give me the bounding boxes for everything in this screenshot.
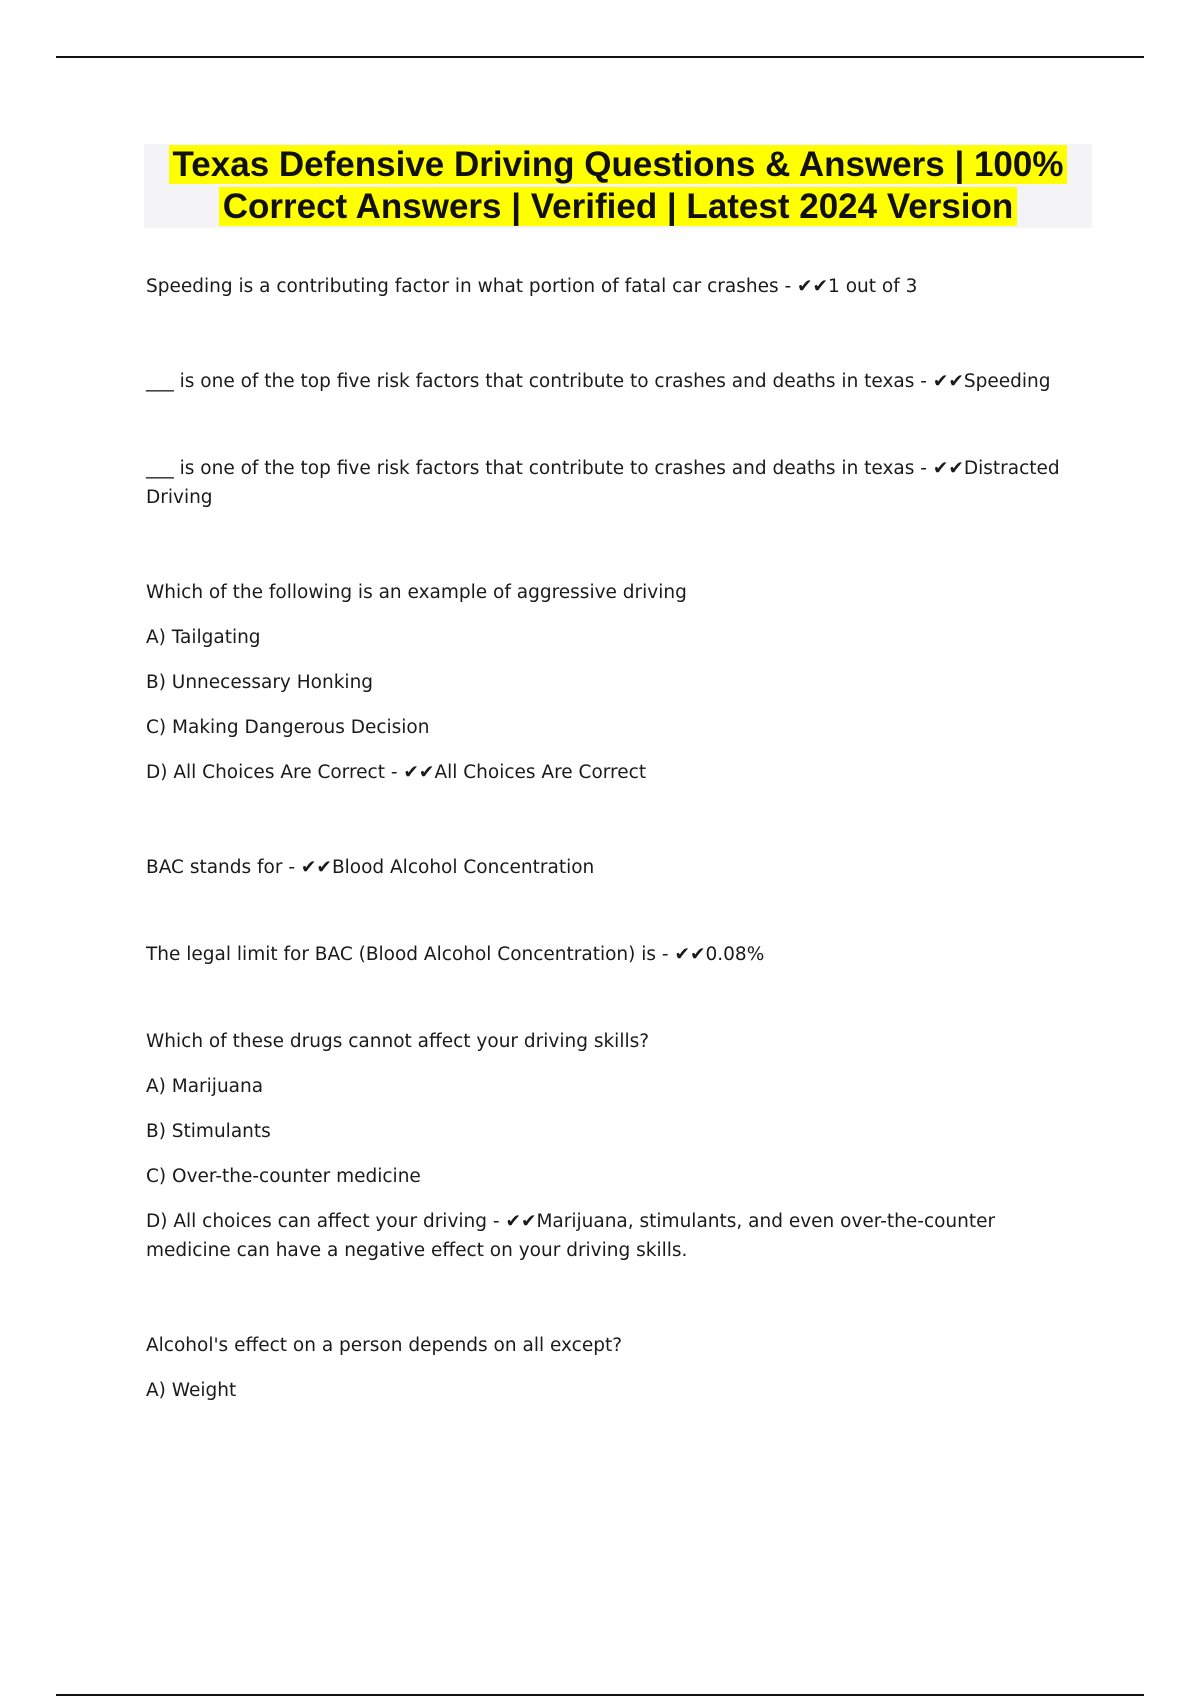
check-icon: ✔✔ [505,1211,537,1232]
bottom-rule [56,1694,1144,1696]
answer-text: 0.08% [705,944,765,965]
choice-c: C) Making Dangerous Decision [146,717,430,738]
choice-d [146,1207,1066,1265]
choice-a: A) Tailgating [146,627,261,648]
question-text: ___ is one of the top five risk factors that contribute to crashes and deaths in texas - [146,371,933,392]
choice-d-text: D) All Choices Are Correct - [146,762,404,783]
check-icon: ✔✔ [300,857,332,878]
question-text: BAC stands for - [146,857,301,878]
choice-a: A) Marijuana [146,1076,264,1097]
qa-item-bac-stands-for [146,853,1066,882]
qa-item-speeding-portion [146,272,1066,301]
answer-text: Speeding [963,371,1051,392]
question-text: The legal limit for BAC (Blood Alcohol Concentration) is - [146,944,675,965]
title-line-1: Texas Defensive Driving Questions & Answers | 100% [169,145,1068,184]
question-text: Speeding is a contributing factor in what portion of fatal car crashes - [146,276,798,297]
choice-a: A) Weight [146,1380,237,1401]
check-icon: ✔✔ [932,371,964,392]
title-block [144,144,1092,228]
answer-text: Marijuana, stimulants, and even over-the-counter medicine can have a negative effect on your driving skills. [146,1211,996,1261]
answer-text: 1 out of 3 [828,276,918,297]
qa-item-risk-factor-speeding [146,367,1066,396]
top-rule [56,56,1144,58]
question-aggressive-driving: Which of the following is an example of aggressive driving [146,582,687,603]
answer-text: Distracted Driving [146,458,1060,508]
choice-d [146,758,1066,787]
question-alcohol-effect: Alcohol's effect on a person depends on all except? [146,1335,623,1356]
title-line-2: Correct Answers | Verified | Latest 2024 Version [219,187,1018,226]
check-icon: ✔✔ [403,762,435,783]
check-icon: ✔✔ [674,944,706,965]
document-title [144,144,1092,228]
qa-content [146,272,1066,1405]
qa-item-legal-limit [146,940,1066,969]
check-icon: ✔✔ [932,458,964,479]
question-text: ___ is one of the top five risk factors that contribute to crashes and deaths in texas - [146,458,933,479]
answer-text: All Choices Are Correct [434,762,647,783]
choice-c: C) Over-the-counter medicine [146,1166,421,1187]
check-icon: ✔✔ [797,276,829,297]
qa-item-risk-factor-distracted [146,454,1066,512]
choice-b: B) Unnecessary Honking [146,672,374,693]
choice-b: B) Stimulants [146,1121,271,1142]
choice-d-text: D) All choices can affect your driving - [146,1211,506,1232]
question-drugs: Which of these drugs cannot affect your driving skills? [146,1031,650,1052]
answer-text: Blood Alcohol Concentration [331,857,595,878]
